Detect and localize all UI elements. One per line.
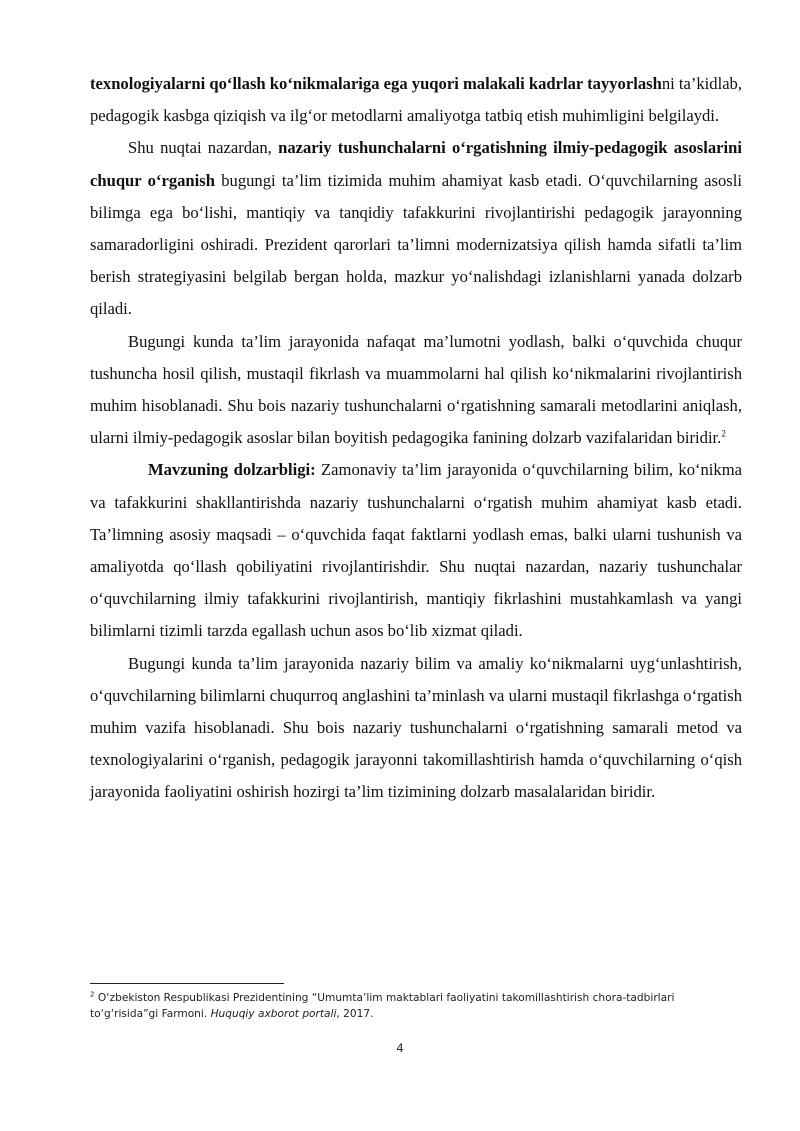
- paragraph-text: Zamonaviy ta’lim jarayonida o‘quvchilarning bilim, ko‘nikma va tafakkurini shakllantirishda nazariy tushunchalarni o‘rgatish muhim ahamiyat kasb etadi. Ta’limning asosiy maqsadi – o‘quvchida faqat faktlarni yodlash emas, balki ularni tushunish va amaliyotda qo‘llash qobiliyatini rivojlantirishdir. Shu nuqtai nazardan, nazariy tushunchalar o‘quvchilarning ilmiy tafakkurini rivojlantirish, mantiqiy fikrlashini mustahkamlash va yangi bilimlarni tizimli tarzda egallash uchun asos bo‘lib xizmat qiladi.: [90, 460, 742, 641]
- emphasis-phrase: nazariy tushunchalarni o‘rgatishning ilmiy-pedagogik asoslarini chuqur o‘rganish: [90, 138, 742, 190]
- body-text: [90, 68, 742, 809]
- footnote-year: , 2017.: [336, 1007, 374, 1020]
- paragraph-lead: Shu nuqtai nazardan,: [128, 138, 279, 158]
- paragraph-text: bugungi ta’lim tizimida muhim ahamiyat kasb etadi. O‘quvchilarning asosli bilimga ega bo‘lishi, mantiqiy va tanqidiy tafakkurini rivojlantirishi pedagogik jarayonning samaradorligini oshiradi. Prezident qarorlari ta’limni modernizatsiya qilish hamda sifatli ta’lim berish strategiyasini belgilab bergan holda, mazkur yo‘nalishdagi izlanishlarni yanada dolzarb qiladi.: [90, 170, 742, 319]
- paragraph-text: ni ta’kidlab, pedagogik kasbga qiziqish va ilg‘or metodlarni amaliyotga tatbiq etish muhimligini belgilaydi.: [90, 74, 742, 126]
- footnote-text: O‘zbekiston Respublikasi Prezidentining “Umumta’lim maktablari faoliyatini takomillashtirish chora-tadbirlari to‘g‘risida”gi Farmoni.: [90, 992, 675, 1020]
- paragraph-1: [90, 68, 742, 132]
- footnote-reference[interactable]: 2: [721, 428, 726, 439]
- footnote-source: Huquqiy axborot portali: [210, 1007, 337, 1020]
- footnote-divider: [90, 983, 284, 984]
- emphasis-phrase: texnologiyalarni qo‘llash ko‘nikmalariga ega yuqori malakali kadrlar tayyorlash: [90, 74, 662, 93]
- page-number: 4: [396, 1041, 404, 1055]
- paragraph-3: [90, 326, 742, 455]
- paragraph-text: Bugungi kunda ta’lim jarayonida nazariy bilim va amaliy ko‘nikmalarni uyg‘unlashtirish, o‘quvchilarning bilimlarni chuqurroq anglashini ta’minlash va ularni mustaqil fikrlashga o‘rgatish muhim vazifa hisoblanadi. Shu bois nazariy tushunchalarni o‘rgatishning samarali metod va texnologiyalarini o‘rganish, pedagogik jarayonni takomillashtirish hamda o‘quvchilarning o‘qish jarayonida faoliyatini oshirish hozirgi ta’lim tizimining dolzarb masalalaridan biridir.: [90, 653, 742, 802]
- footnote-marker: 2: [90, 990, 95, 999]
- section-heading: Mavzuning dolzarbligi:: [148, 460, 316, 480]
- footnote: [90, 991, 730, 1022]
- paragraph-2: [90, 132, 742, 325]
- paragraph-text: Bugungi kunda ta’lim jarayonida nafaqat ma’lumotni yodlash, balki o‘quvchida chuqur tushuncha hosil qilish, mustaqil fikrlash va muammolarni hal qilish ko‘nikmalarini rivojlantirish muhim hisoblanadi. Shu bois nazariy tushunchalarni o‘rgatishning samarali metodlarini aniqlash, ularni ilmiy-pedagogik asoslar bilan boyitish pedagogika fanining dolzarb vazifalaridan biridir.: [90, 331, 742, 448]
- paragraph-4: [90, 454, 742, 647]
- paragraph-5: [90, 648, 742, 809]
